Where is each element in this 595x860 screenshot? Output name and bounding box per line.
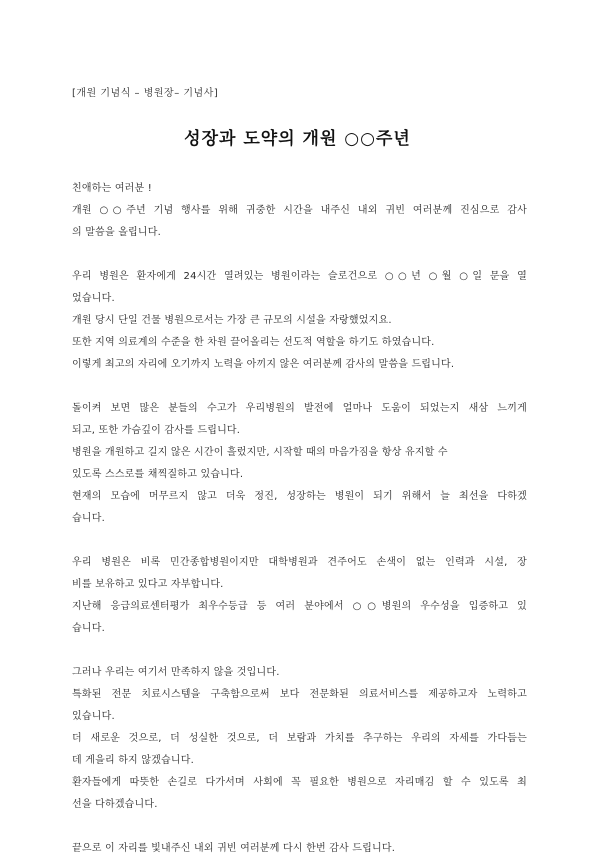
- text-line: 개원 당시 단일 건물 병원으로서는 가장 큰 규모의 시설을 자랑했었지요.: [72, 315, 392, 326]
- text-line: 습니다.: [72, 623, 105, 634]
- text-line: 되고, 또한 가슴깊이 감사를 드립니다.: [72, 425, 241, 436]
- text-line: 현재의 모습에 머무르지 않고 더욱 정진, 성장하는 병원이 되기 위해서 늘 최선을 다하겠: [72, 491, 527, 502]
- text-line: 끝으로 이 자리를 빛내주신 내외 귀빈 여러분께 다시 한번 감사 드립니다.: [72, 843, 396, 854]
- header-note: [개원 기념식 – 병원장– 기념사]: [72, 88, 219, 99]
- text-line: 병원을 개원하고 길지 않은 시간이 흘렀지만, 시작할 때의 마음가짐을 항상 유지할 수: [72, 447, 448, 458]
- paragraph: [72, 398, 527, 530]
- text-line: 있도록 스스로를 채찍질하고 있습니다.: [72, 469, 244, 480]
- text-line: 선을 다하겠습니다.: [72, 799, 158, 810]
- text-line: 그러나 우리는 여기서 만족하지 않을 것입니다.: [72, 667, 280, 678]
- document-body: [72, 178, 527, 860]
- text-line: 데 게을리 하지 않겠습니다.: [72, 755, 194, 766]
- text-line: 이렇게 최고의 자리에 오기까지 노력을 아끼지 않은 여러분께 감사의 말씀을 드립니다.: [72, 359, 455, 370]
- text-line: 환자들에게 따뜻한 손길로 다가서며 사회에 꼭 필요한 병원으로 자리매김 할 수 있도록 최: [72, 777, 527, 788]
- paragraph: [72, 266, 527, 376]
- text-line: 특화된 전문 치료시스템을 구축함으로써 보다 전문화된 의료서비스를 제공하고자 노력하고: [72, 689, 527, 700]
- text-line: 개원 ○○주년 기념 행사를 위해 귀중한 시간을 내주신 내외 귀빈 여러분께 진심으로 감사: [72, 205, 527, 216]
- document-title: 성장과 도약의 개원 ○○주년: [184, 129, 411, 149]
- text-line: 더 새로운 것으로, 더 성실한 것으로, 더 보람과 가치를 추구하는 우리의 자세를 가다듬는: [72, 733, 527, 744]
- text-line: 또한 지역 의료계의 수준을 한 차원 끌어올리는 선도적 역할을 하기도 하였습니다.: [72, 337, 435, 348]
- text-line: 우리 병원은 환자에게 24시간 열려있는 병원이라는 슬로건으로 ○○년 ○월 ○일 문을 열: [72, 271, 527, 282]
- paragraph: [72, 178, 527, 244]
- paragraph: [72, 552, 527, 640]
- text-line: 비를 보유하고 있다고 자부합니다.: [72, 579, 224, 590]
- text-line: 지난해 응급의료센터평가 최우수등급 등 여러 분야에서 ○○병원의 우수성을 입증하고 있: [72, 601, 527, 612]
- text-line: 돌이켜 보면 많은 분들의 수고가 우리병원의 발전에 얼마나 도움이 되었는지 새삼 느끼게: [72, 403, 527, 414]
- text-line: 었습니다.: [72, 293, 115, 304]
- text-line: 우리 병원은 비록 민간종합병원이지만 대학병원과 견주어도 손색이 없는 인력과 시설, 장: [72, 557, 527, 568]
- text-line: 있습니다.: [72, 711, 115, 722]
- paragraph: [72, 838, 527, 860]
- text-line: 의 말씀을 올립니다.: [72, 227, 162, 238]
- paragraph: [72, 662, 527, 816]
- text-line: 친애하는 여러분 !: [72, 183, 152, 194]
- text-line: 습니다.: [72, 513, 105, 524]
